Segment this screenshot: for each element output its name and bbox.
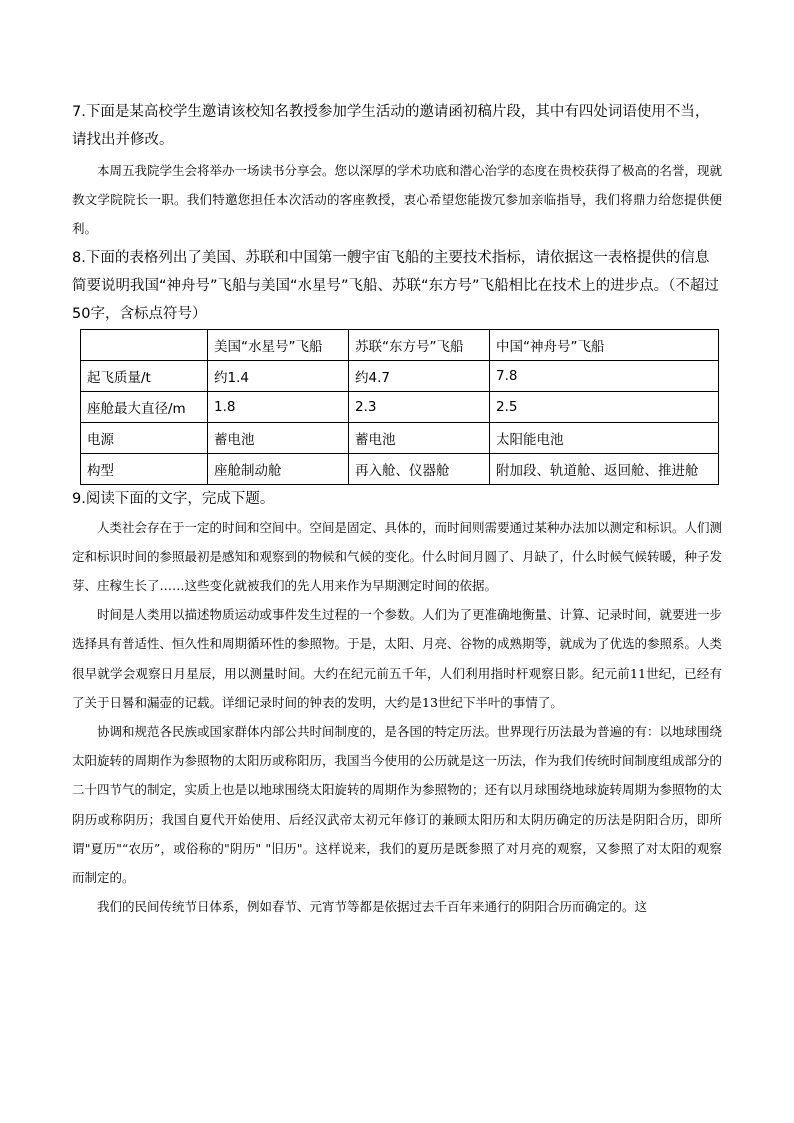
table-header-cell [81,329,208,360]
table-cell: 电源 [81,422,208,453]
question-7-prompt: 7.下面是某高校学生邀请该校知名教授参加学生活动的邀请函初稿片段，其中有四处词语使用不当，请找出并修改。 [72,104,710,148]
table-cell: 构型 [81,453,208,484]
table-cell: 起飞质量/t [81,360,208,391]
table-cell: 座舱制动舱 [208,453,349,484]
table-row [81,360,719,391]
table-row [81,453,719,484]
table-row [81,391,719,422]
question-8-prompt: 8.下面的表格列出了美国、苏联和中国第一艘宇宙飞船的主要技术指标，请依据这一表格提供的信息简要说明我国“神舟号”飞船与美国“水星号”飞船、苏联“东方号”飞船相比在技术上的进步点。（不超过50字，含标点符号） [72,249,719,322]
table-header-cell: 美国“水星号”飞船 [208,329,349,360]
table-cell: 再入舱、仪器舱 [349,453,490,484]
table-header-row [81,329,719,360]
table-cell: 7.8 [490,360,719,391]
question-9-paragraph: 人类社会存在于一定的时间和空间中。空间是固定、具体的，而时间则需要通过某种办法加以测定和标识。人们测定和标识时间的参照最初是感知和观察到的物候和气候的变化。什么时间月圆了、月缺了，什么时候气候转暖，种子发芽、庄稼生长了……这些变化就被我们的先人用来作为早期测定时间的依据。 [72,519,723,594]
table-cell: 约4.7 [349,360,490,391]
table-cell: 1.8 [208,391,349,422]
question-9-paragraph: 协调和规范各民族或国家群体内部公共时间制度的，是各国的特定历法。世界现行历法最为普遍的有：以地球围绕太阳旋转的周期作为参照物的太阳历或称阳历，我国当今使用的公历就是这一历法，作为我们传统时间制度组成部分的二十四节气的制定，实质上也是以地球围绕太阳旋转的周期作为参照物的；还有以月球围绕地球旋转周期为参照物的太阴历或称阴历；我国自夏代开始使用、后经汉武帝太初元年修订的兼顾太阳历和太阴历确定的历法是阴阳合历，即所谓"夏历"“农历”，或俗称的"阴历" "旧历"。这样说来，我们的夏历是既参照了对月亮的观察，又参照了对太阳的观察而制定的。 [72,724,723,886]
table-header-cell: 苏联“东方号”飞船 [349,329,490,360]
table-row [81,422,719,453]
table-cell: 附加段、轨道舱、返回舱、推进舱 [490,453,719,484]
table-cell: 约1.4 [208,360,349,391]
spacecraft-spec-table [80,329,719,485]
table-header-cell: 中国“神舟号”飞船 [490,329,719,360]
table-cell: 2.5 [490,391,719,422]
table-cell: 蓄电池 [349,422,490,453]
table-cell: 座舱最大直径/m [81,391,208,422]
exam-page [72,98,722,921]
table-cell: 2.3 [349,391,490,422]
table-cell: 蓄电池 [208,422,349,453]
table-cell: 太阳能电池 [490,422,719,453]
question-9-paragraph: 我们的民间传统节日体系，例如春节、元宵节等都是依据过去千百年来通行的阴阳合历而确定的。这 [97,899,648,915]
question-9-paragraph: 时间是人类用以描述物质运动或事件发生过程的一个参数。人们为了更准确地衡量、计算、记录时间，就要进一步选择具有普适性、恒久性和周期循环性的参照物。于是，太阳、月亮、谷物的成熟期等，就成为了优选的参照系。人类很早就学会观察日月星辰，用以测量时间。大约在纪元前五千年，人们利用指时杆观察日影。纪元前11世纪，已经有了关于日晷和漏壶的记载。详细记录时间的钟表的发明，大约是13世纪下半叶的事情了。 [72,607,723,710]
question-9-prompt: 9.阅读下面的文字，完成下题。 [72,490,275,507]
question-7-passage: 本周五我院学生会将举办一场读书分享会。您以深厚的学术功底和潜心治学的态度在贵校获得了极高的名誉，现就教文学院院长一职。我们特邀您担任本次活动的客座教授，衷心希望您能拨冗参加亲临指导，我们将鼎力给您提供便利。 [72,163,723,237]
